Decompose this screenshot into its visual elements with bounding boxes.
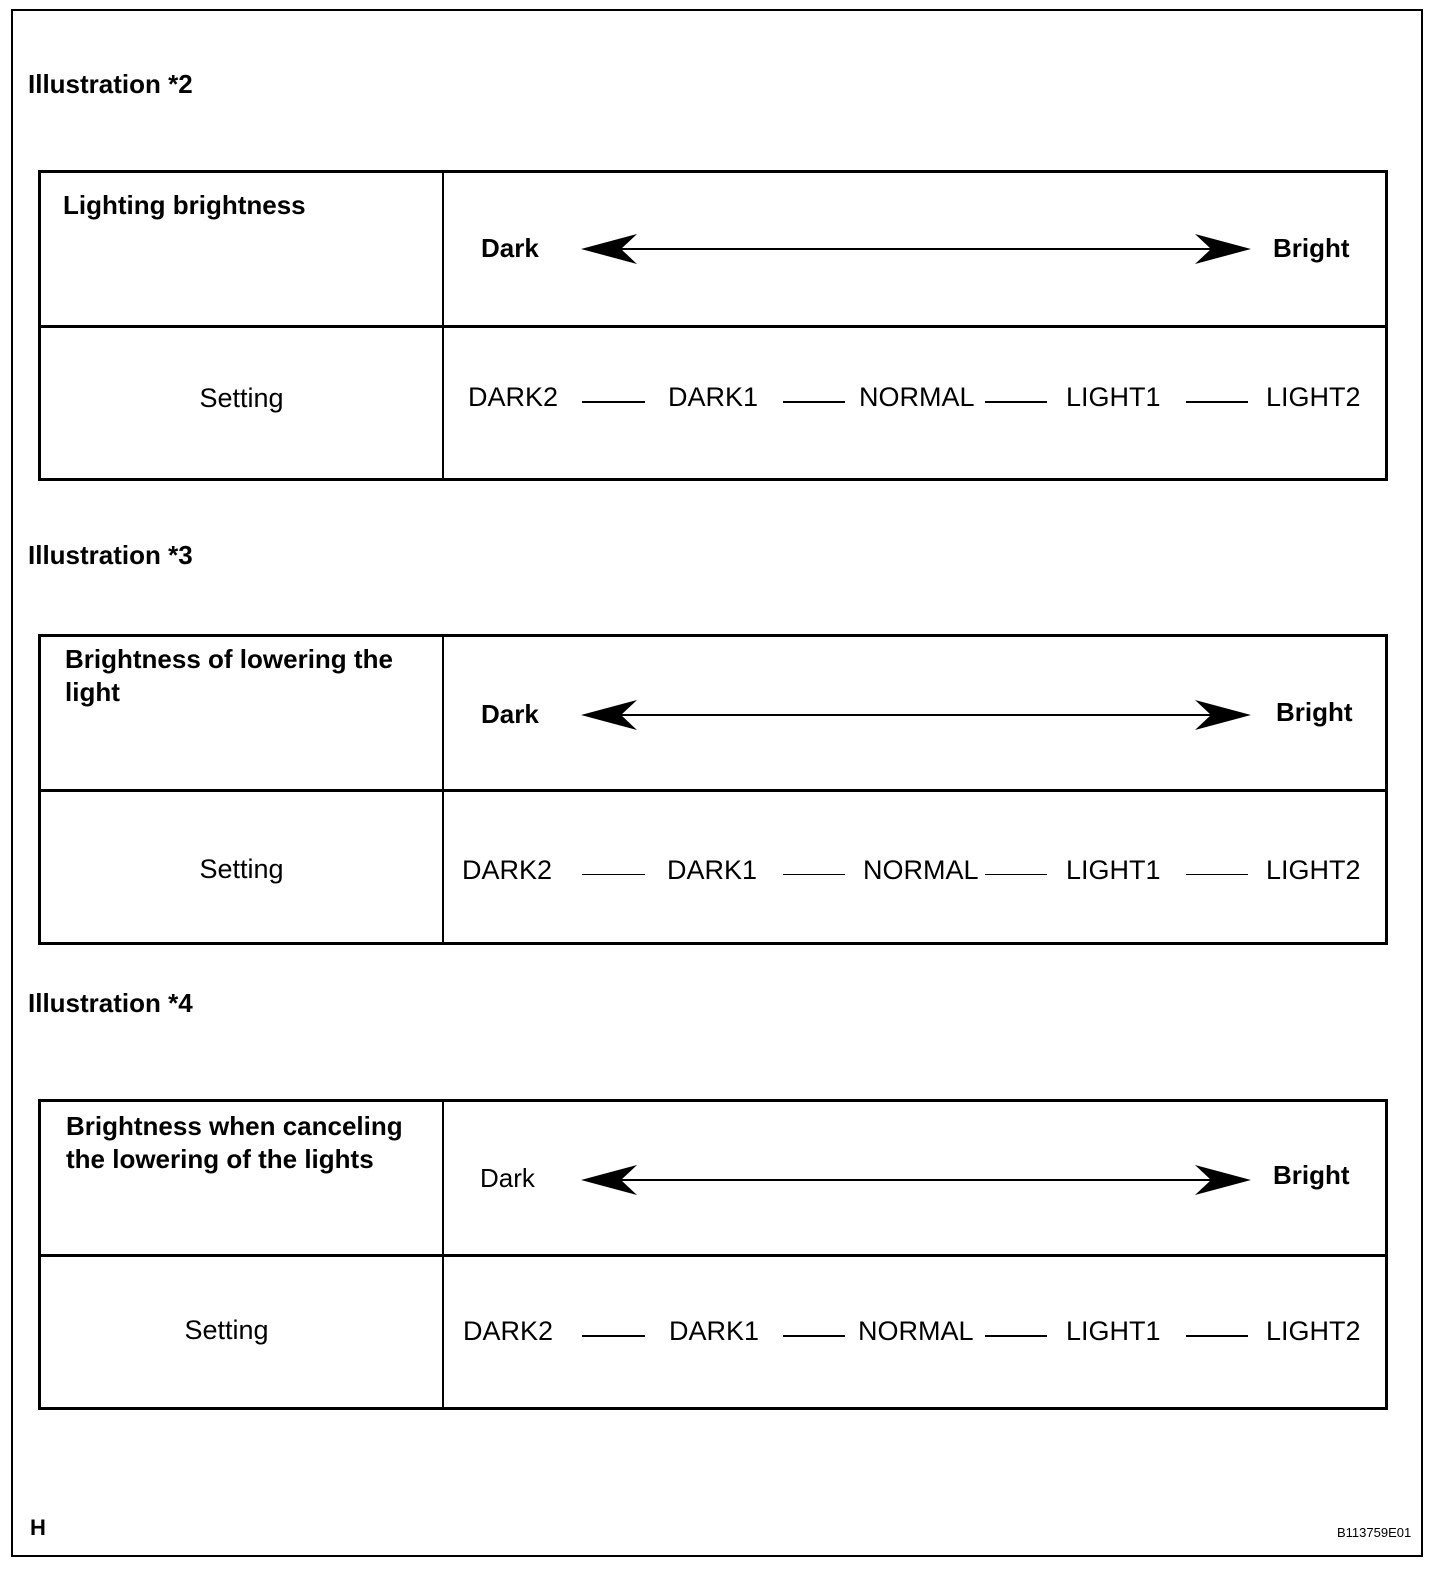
setting-light2: LIGHT2 <box>1266 1316 1361 1346</box>
illustration-title: Illustration *4 <box>28 988 193 1018</box>
figure-code: B113759E01 <box>1337 1525 1412 1540</box>
scale-connector <box>783 874 845 875</box>
row-divider <box>41 1254 1385 1257</box>
scale-connector <box>582 874 645 875</box>
illustration-title: Illustration *3 <box>28 540 193 570</box>
setting-dark1: DARK1 <box>667 855 758 885</box>
corner-letter: H <box>30 1515 46 1540</box>
scale-connector <box>985 874 1047 875</box>
scale-connector <box>783 401 845 403</box>
dark-label: Dark <box>480 1163 535 1193</box>
scale-connector <box>1186 1335 1248 1337</box>
row-divider <box>41 789 1385 792</box>
setting-normal: NORMAL <box>863 855 979 885</box>
brightness-table <box>38 634 1388 945</box>
brightness-label: Lighting brightness <box>63 190 306 220</box>
setting-label: Setting <box>199 854 284 884</box>
settings-scale <box>41 1316 1385 1356</box>
setting-label: Setting <box>199 383 284 413</box>
illustration-title: Illustration *2 <box>28 69 193 99</box>
row-divider <box>41 325 1385 328</box>
setting-label: Setting <box>184 1315 269 1345</box>
dark-label: Dark <box>481 699 539 729</box>
scale-connector <box>985 401 1047 403</box>
setting-dark2: DARK2 <box>468 382 559 412</box>
brightness-label: Brightness when canceling the lowering of the lights <box>66 1111 403 1174</box>
setting-dark2: DARK2 <box>463 1316 554 1346</box>
setting-light2: LIGHT2 <box>1266 382 1361 412</box>
scale-connector <box>783 1335 845 1337</box>
settings-scale <box>41 382 1385 422</box>
scale-connector <box>1186 874 1248 875</box>
double-arrow-icon <box>581 697 1251 733</box>
double-arrow-icon <box>581 1162 1251 1198</box>
setting-normal: NORMAL <box>858 1316 974 1346</box>
setting-light1: LIGHT1 <box>1066 1316 1161 1346</box>
bright-label: Bright <box>1276 697 1353 727</box>
setting-light1: LIGHT1 <box>1066 382 1161 412</box>
scale-connector <box>1186 401 1248 403</box>
brightness-table <box>38 1099 1388 1410</box>
dark-label: Dark <box>481 233 539 263</box>
setting-dark1: DARK1 <box>668 382 759 412</box>
double-arrow-icon <box>581 231 1251 267</box>
scale-connector <box>582 401 645 403</box>
bright-label: Bright <box>1273 1160 1350 1190</box>
scale-connector <box>985 1335 1047 1337</box>
settings-scale <box>41 855 1385 895</box>
setting-light1: LIGHT1 <box>1066 855 1161 885</box>
setting-light2: LIGHT2 <box>1266 855 1361 885</box>
setting-normal: NORMAL <box>859 382 975 412</box>
brightness-label: Brightness of lowering the light <box>65 644 393 707</box>
setting-dark2: DARK2 <box>462 855 553 885</box>
bright-label: Bright <box>1273 233 1350 263</box>
scale-connector <box>582 1335 645 1337</box>
setting-dark1: DARK1 <box>669 1316 760 1346</box>
brightness-table <box>38 170 1388 481</box>
